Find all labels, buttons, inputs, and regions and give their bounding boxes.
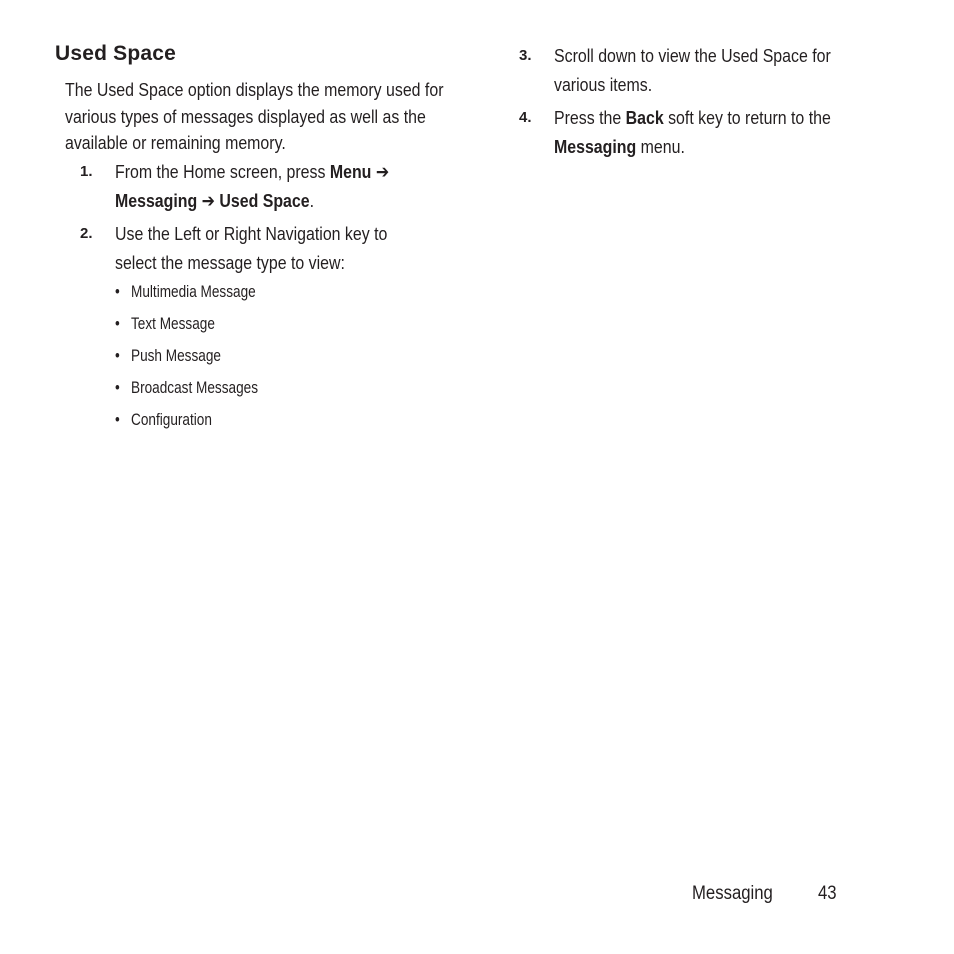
section-heading: Used Space <box>55 42 177 65</box>
step-2 <box>80 219 520 277</box>
intro-paragraph: The Used Space option displays the memory used for various types of messages displayed as well as the available or remaining memory. <box>65 79 444 153</box>
page-number: 43 <box>818 883 837 904</box>
step-text: Use the Left or Right Navigation key to select the message type to view: <box>115 223 388 273</box>
step-number: 3. <box>519 47 532 64</box>
step-number: 2. <box>80 225 93 242</box>
list-item: • Push Message <box>115 346 221 365</box>
step-text: From the Home screen, press Menu ➔ Messaging ➔ Used Space. <box>115 161 390 211</box>
step-4 <box>519 103 939 161</box>
list-item: • Text Message <box>115 314 215 333</box>
list-item: • Broadcast Messages <box>115 378 258 397</box>
list-item: • Multimedia Message <box>115 282 256 301</box>
footer-chapter: Messaging <box>692 883 773 904</box>
step-text: Scroll down to view the Used Space for various items. <box>554 45 831 95</box>
step-number: 4. <box>519 109 532 126</box>
step-number: 1. <box>80 163 93 180</box>
step-text: Press the Back soft key to return to the Messaging menu. <box>554 107 831 157</box>
step-1 <box>80 157 520 215</box>
list-item: • Configuration <box>115 410 212 429</box>
step-3 <box>519 41 939 99</box>
